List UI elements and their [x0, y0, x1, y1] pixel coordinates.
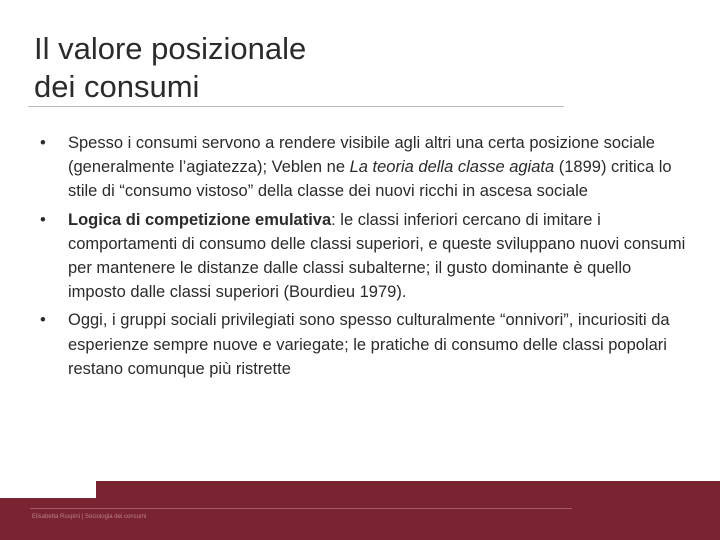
bullet-item-3 [38, 308, 688, 381]
title-divider [28, 106, 564, 107]
bullet-dot-icon: • [40, 134, 46, 152]
bullet-1-text-a: Spesso i consumi servono a rendere visibile agli altri una certa posizione sociale (generalmente l’agiatezza); Veblen ne [68, 134, 655, 177]
bullet-item-2 [38, 208, 688, 305]
bullet-dot-icon: • [40, 210, 46, 229]
footer-text: Elisabetta Ruspini | Sociologia dei consumi [32, 514, 147, 520]
bullet-item-1 [38, 131, 688, 204]
bullet-2-bold-term: Logica di competizione emulativa [68, 210, 332, 229]
slide-title-line-1: Il valore posizionale [34, 31, 307, 66]
bullet-3-text: Oggi, i gruppi sociali privilegiati sono spesso culturalmente “onnivori”, incuriositi da esperienze sempre nuove e variegate; le pratiche di consumo delle classi popolari restano comunque più ristrette [68, 311, 670, 378]
footer-divider [30, 508, 572, 509]
bullet-2-text: : le classi inferiori cercano di imitare i comportamenti di consumo delle classi superiori, e queste sviluppano nuovi consumi per mantenere le distanze dalle classi subalterne; il gusto dominante è quello imposto dalle classi superiori (Bourdieu 1979). [68, 210, 686, 302]
bullet-dot-icon: • [40, 311, 46, 330]
bullet-list [38, 131, 688, 385]
bullet-1-book-title: La teoria della classe agiata [349, 158, 555, 177]
slide-title-line-2: dei consumi [34, 69, 200, 104]
slide-title [34, 30, 306, 106]
bullet-1-text-b: (1899) critica lo stile di “consumo vistoso” della classe dei nuovi ricchi in ascesa sociale [68, 158, 672, 201]
footer-band [96, 481, 720, 540]
